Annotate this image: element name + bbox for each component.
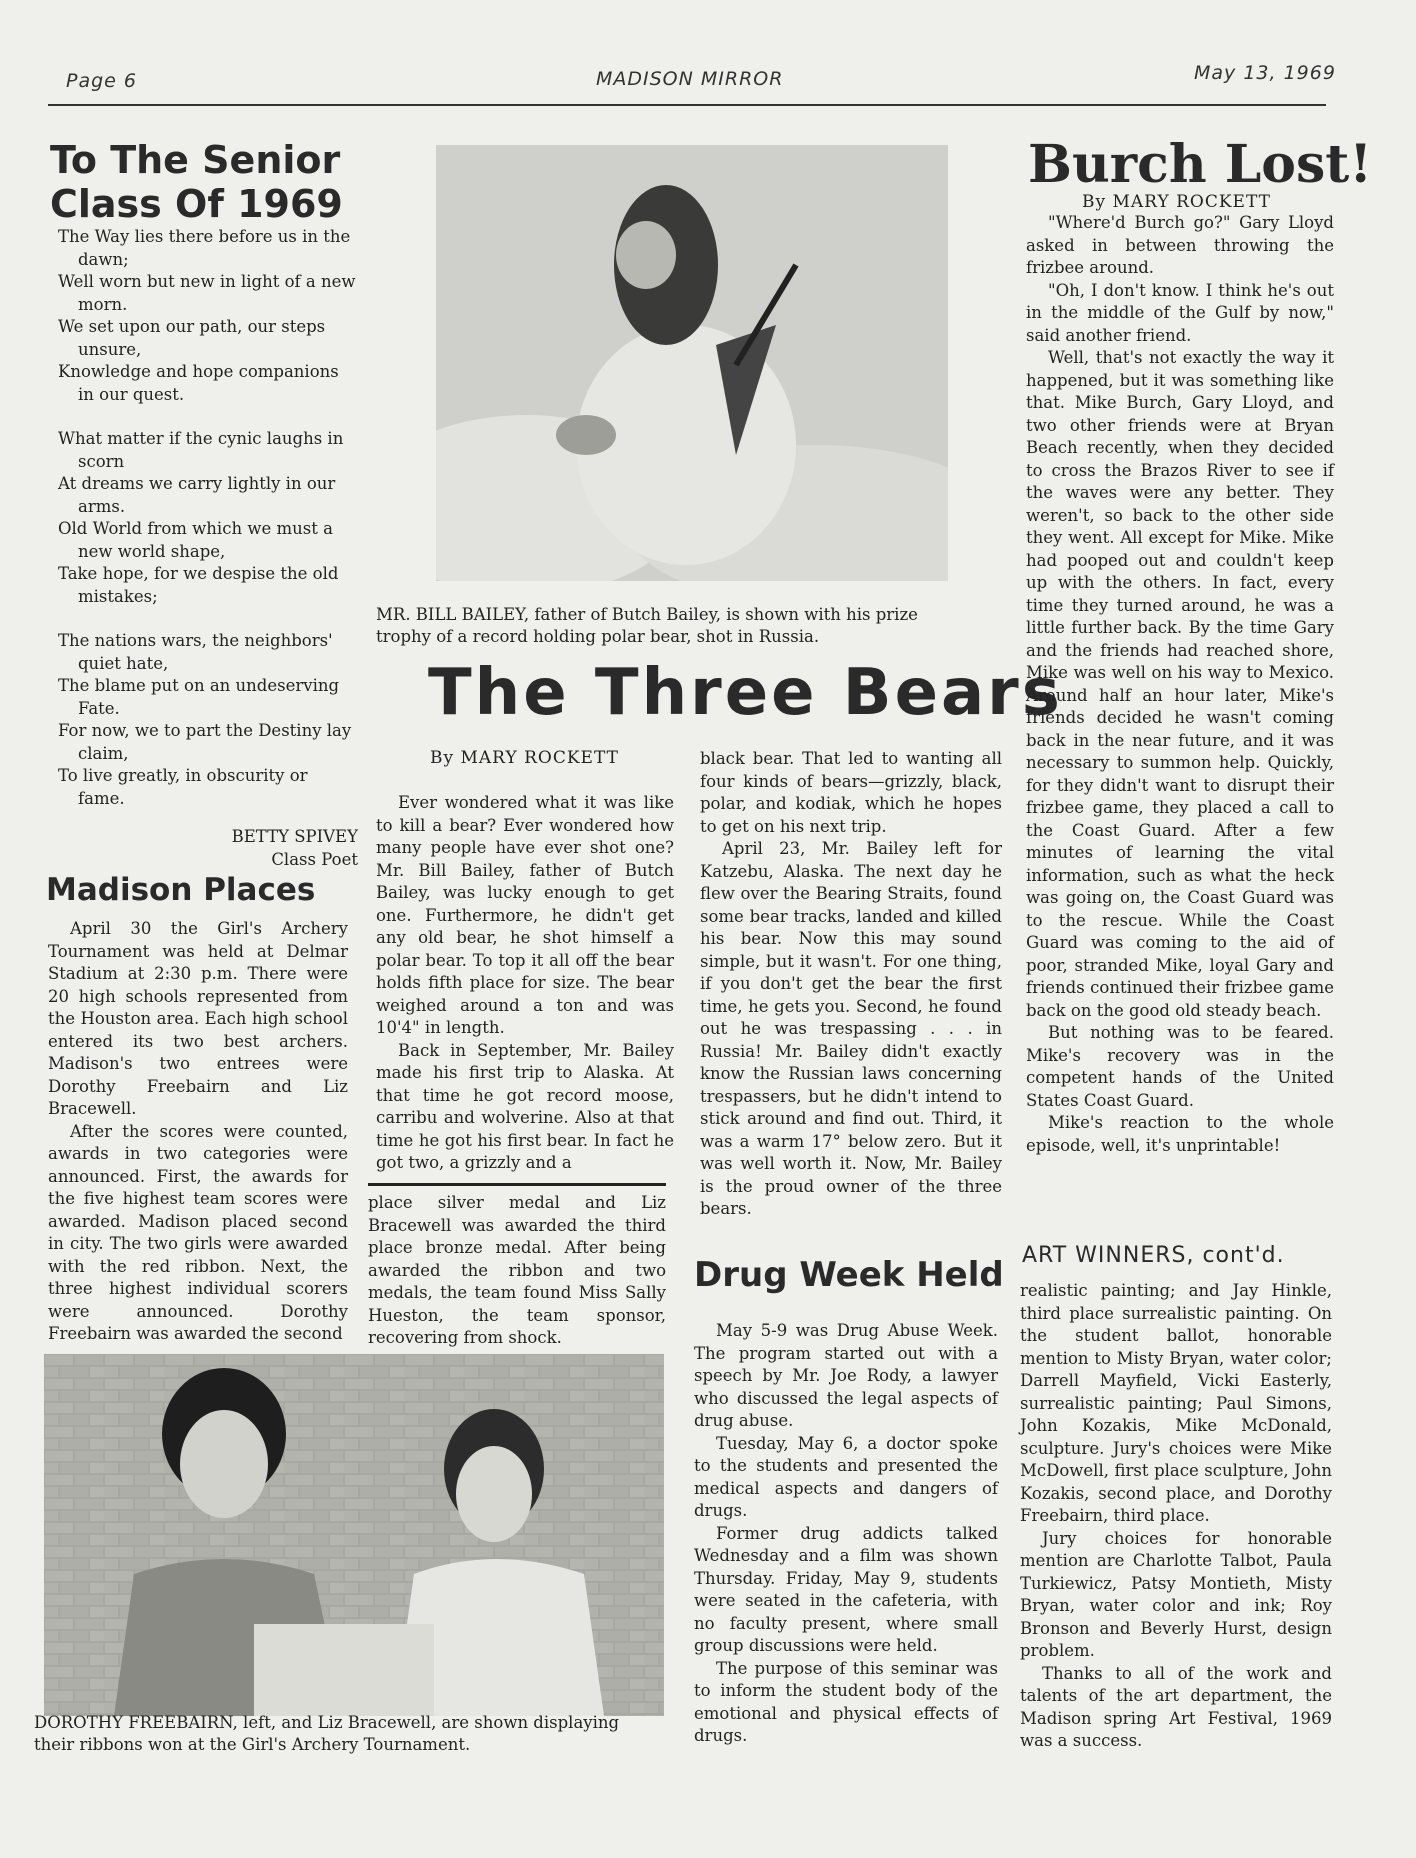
- burch-lost-title: Burch Lost!: [1028, 134, 1373, 195]
- three-bears-p2: Back in September, Mr. Bailey made his first trip to Alaska. At that time he got record moose, carribu and wolverine. Also at that time he got his first bear. In fact he got two, a grizzly and a: [376, 1040, 674, 1172]
- burch-lost-body: [1026, 212, 1334, 1157]
- three-bears-byline: By MARY ROCKETT: [430, 748, 619, 768]
- art-winners-p3: Thanks to all of the work and talents of the art department, the Madison spring Art Festival, 1969 was a success.: [1020, 1663, 1332, 1750]
- madison-places-p3: place silver medal and Liz Bracewell was awarded the third place bronze medal. After being awarded the ribbon and two medals, the team found Miss Sally Hueston, the team sponsor, recovering from shock.: [368, 1193, 666, 1347]
- poem-line: The blame put on an undeserving Fate.: [58, 676, 340, 718]
- three-bears-p1: Ever wondered what it was like to kill a bear? Ever wondered how many people have ever shot one? Mr. Bill Bailey, father of Butch Bailey, was lucky enough to get one. Furthermore, he didn't get any old bear, he shot himself a polar bear. To top it all off the bear holds fifth place for size. The bear weighed around a ton and was 10'4" in length.: [376, 793, 674, 1037]
- madison-places-body: [48, 918, 348, 1346]
- newspaper-name: MADISON MIRROR: [596, 68, 784, 90]
- archery-photo-image: [44, 1354, 664, 1716]
- madison-places-p2: After the scores were counted, awards in two categories were announced. First, the awards for the five highest team scores were awarded. Madison placed second in city. The two girls were awarded with the red ribbon. Next, the three highest individual scorers were announced. Dorothy Freebairn was awarded the second: [48, 1121, 348, 1343]
- archery-photo-caption: DOROTHY FREEBAIRN, left, and Liz Bracewell, are shown displaying their ribbons won at the Girl's Archery Tournament.: [34, 1713, 620, 1754]
- drug-week-p2: Tuesday, May 6, a doctor spoke to the students and presented the medical aspects and dangers of drugs.: [694, 1433, 998, 1520]
- issue-date: May 13, 1969: [1194, 62, 1336, 84]
- poem-author-role: Class Poet: [271, 849, 358, 869]
- poem-stanza-3: [58, 630, 358, 810]
- poem-line: For now, we to part the Destiny lay claim,: [58, 721, 352, 763]
- three-bears-end-rule: [368, 1183, 666, 1186]
- drug-week-p4: The purpose of this seminar was to inform the student body of the emotional and physical effects of drugs.: [694, 1658, 998, 1745]
- art-winners-title: ART WINNERS, cont'd.: [1022, 1243, 1285, 1268]
- poem-line: We set upon our path, our steps unsure,: [58, 317, 326, 359]
- madison-places-continued: [368, 1192, 666, 1350]
- poem-line: To live greatly, in obscurity or fame.: [58, 766, 308, 808]
- archery-photo: [44, 1354, 664, 1716]
- poem-stanza-2: [58, 428, 358, 608]
- madison-places-p1: April 30 the Girl's Archery Tournament was held at Delmar Stadium at 2:30 p.m. There were 20 high schools represented from the Houston area. Each high school entered its two best archers. Madison's two entrees were Dorothy Freebairn and Liz Bracewell.: [48, 919, 348, 1118]
- madison-places-title: Madison Places: [46, 872, 316, 908]
- drug-week-p1: May 5-9 was Drug Abuse Week. The program started out with a speech by Mr. Joe Rody, a lawyer who discussed the legal aspects of drug abuse.: [694, 1321, 998, 1430]
- burch-lost-byline: By MARY ROCKETT: [1082, 192, 1271, 212]
- poem-author: BETTY SPIVEY: [231, 827, 358, 846]
- art-winners-body: [1020, 1280, 1332, 1753]
- poem-line: The nations wars, the neighbors' quiet hate,: [58, 631, 333, 673]
- poem-line: What matter if the cynic laughs in scorn: [58, 429, 344, 471]
- three-bears-p4: April 23, Mr. Bailey left for Katzebu, Alaska. The next day he flew over the Bearing Straits, found some bear tracks, landed and killed his bear. Now this may sound simple, but it wasn't. For one thing, if you don't get the bear the first time, he gets you. Second, he found out he was trespassing . . . in Russia! Mr. Bailey didn't exactly know the Russian laws concerning trespassers, but he didn't intend to stick around and find out. Third, it was a warm 17° below zero. But it was well worth it. Now, Mr. Bailey is the proud owner of the three bears.: [700, 839, 1002, 1218]
- art-winners-p1: realistic painting; and Jay Hinkle, third place surrealistic painting. On the student ballot, honorable mention to Misty Bryan, water color; Darrell Mayfield, Vicki Easterly, surrealistic painting; Paul Simons, John Kozakis, Mike McDonald, sculpture. Jury's choices were Mike McDowell, first place sculpture, John Kozakis, second place, and Dorothy Freebairn, third place.: [1020, 1281, 1332, 1525]
- burch-lost-p3: Well, that's not exactly the way it happened, but it was something like that. Mike Burch, Gary Lloyd, and two other friends were at Bryan Beach recently, when they decided to cross the Brazos River to see if the waves were any better. They weren't, so back to the other side they went. All except for Mike. Mike had pooped out and couldn't keep up with the others. In fact, every time they turned around, he was a little further back. By the time Gary and the friends had reached shore, Mike was well on his way to Mexico. Around half an hour later, Mike's friends decided he wasn't coming back in the near future, and it was necessary to summon help. Quickly, for they didn't want to disrupt their frizbee game, they placed a call to the Coast Guard. After a few minutes of learning the vital information, such as what the heck was going on, the Coast Guard was to the rescue. While the Coast Guard was coming to the aid of poor, stranded Mike, loyal Gary and friends continued their frizbee game back on the good old steady beach.: [1026, 348, 1334, 1020]
- poem-line: Well worn but new in light of a new morn.: [58, 272, 356, 314]
- burch-lost-p5: Mike's reaction to the whole episode, well, it's unprintable!: [1026, 1113, 1334, 1155]
- bear-photo-image: [436, 145, 948, 581]
- burch-lost-p4: But nothing was to be feared. Mike's recovery was in the competent hands of the United States Coast Guard.: [1026, 1023, 1334, 1110]
- three-bears-col-2: [700, 748, 1002, 1221]
- bear-photo: [436, 145, 948, 581]
- three-bears-title: The Three Bears: [428, 656, 1063, 730]
- masthead-rule: [48, 104, 1326, 106]
- senior-poem: [58, 226, 358, 871]
- drug-week-title: Drug Week Held: [694, 1255, 1004, 1295]
- poem-line: At dreams we carry lightly in our arms.: [58, 474, 336, 516]
- page-number: Page 6: [66, 70, 137, 92]
- three-bears-col-1: [376, 792, 674, 1175]
- poem-line: Old World from which we must a new world shape,: [58, 519, 333, 561]
- drug-week-p3: Former drug addicts talked Wednesday and a film was shown Thursday. Friday, May 9, students were seated in the cafeteria, with no faculty present, where small group discussions were held.: [694, 1523, 998, 1655]
- poem-line: Take hope, for we despise the old mistakes;: [58, 564, 339, 606]
- bear-photo-caption: MR. BILL BAILEY, father of Butch Bailey, is shown with his prize trophy of a record holding polar bear, shot in Russia.: [376, 605, 918, 646]
- three-bears-p3: black bear. That led to wanting all four kinds of bears—grizzly, black, polar, and kodiak, which he hopes to get on his next trip.: [700, 749, 1002, 836]
- senior-poem-title: To The Senior Class Of 1969: [50, 138, 343, 226]
- art-winners-p2: Jury choices for honorable mention are Charlotte Talbot, Paula Turkiewicz, Patsy Montieth, Misty Bryan, water color and ink; Roy Bronson and Beverly Hurst, design problem.: [1020, 1528, 1332, 1660]
- poem-line: Knowledge and hope companions in our quest.: [58, 362, 339, 404]
- burch-lost-p2: "Oh, I don't know. I think he's out in the middle of the Gulf by now," said another friend.: [1026, 280, 1334, 345]
- burch-lost-p1: "Where'd Burch go?" Gary Lloyd asked in between throwing the frizbee around.: [1026, 213, 1334, 277]
- poem-stanza-1: [58, 226, 358, 406]
- poem-line: The Way lies there before us in the dawn;: [58, 227, 351, 269]
- drug-week-body: [694, 1320, 998, 1748]
